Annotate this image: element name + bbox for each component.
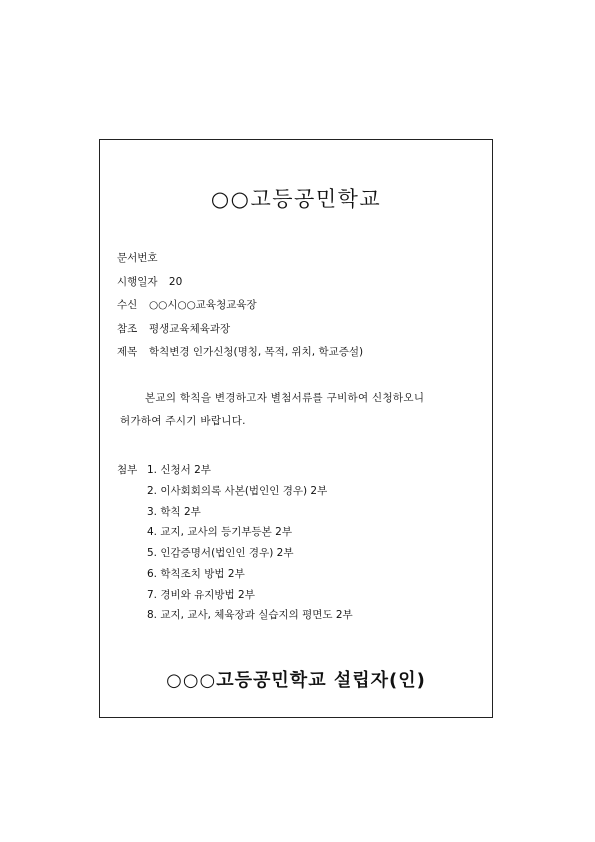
doc-number-row	[117, 250, 158, 265]
attachment-item: 8. 교지, 교사, 체육장과 실습지의 평면도 2부	[147, 609, 353, 621]
document-frame	[99, 139, 493, 718]
body-line-2: 허가하여 주시기 바랍니다.	[120, 415, 246, 427]
recipient-label: 수신	[117, 299, 138, 311]
date-row	[117, 274, 182, 289]
attachments-label: 첨부	[117, 464, 138, 476]
doc-number-label: 문서번호	[117, 252, 158, 264]
attachment-item: 1. 신청서 2부	[147, 464, 211, 476]
recipient-row	[117, 297, 257, 312]
attachment-item: 4. 교지, 교사의 등기부등본 2부	[147, 526, 292, 538]
reference-label: 참조	[117, 323, 138, 335]
subject-row	[117, 344, 363, 359]
attachment-item: 7. 경비와 유지방법 2부	[147, 589, 255, 601]
subject-label: 제목	[117, 346, 138, 358]
attachment-item: 6. 학칙조치 방법 2부	[147, 568, 245, 580]
body-line-1: 본교의 학칙을 변경하고자 별첨서류를 구비하여 신청하오니	[145, 392, 425, 404]
date-label: 시행일자	[117, 276, 158, 288]
reference-row	[117, 321, 230, 336]
attachment-item: 5. 인감증명서(법인인 경우) 2부	[147, 547, 294, 559]
founder-signature-line: ○○○고등공민학교 설립자(인)	[166, 670, 426, 691]
attachment-item: 2. 이사회회의록 사본(법인인 경우) 2부	[147, 485, 328, 497]
attachment-item: 3. 학칙 2부	[147, 506, 201, 518]
reference-value: 평생교육체육과장	[149, 323, 231, 335]
document-title: ○○고등공민학교	[210, 187, 382, 211]
date-value: 20	[168, 276, 183, 288]
recipient-value: ○○시○○교육청교육장	[149, 299, 257, 311]
subject-value: 학칙변경 인가신청(명칭, 목적, 위치, 학교증설)	[149, 346, 364, 358]
